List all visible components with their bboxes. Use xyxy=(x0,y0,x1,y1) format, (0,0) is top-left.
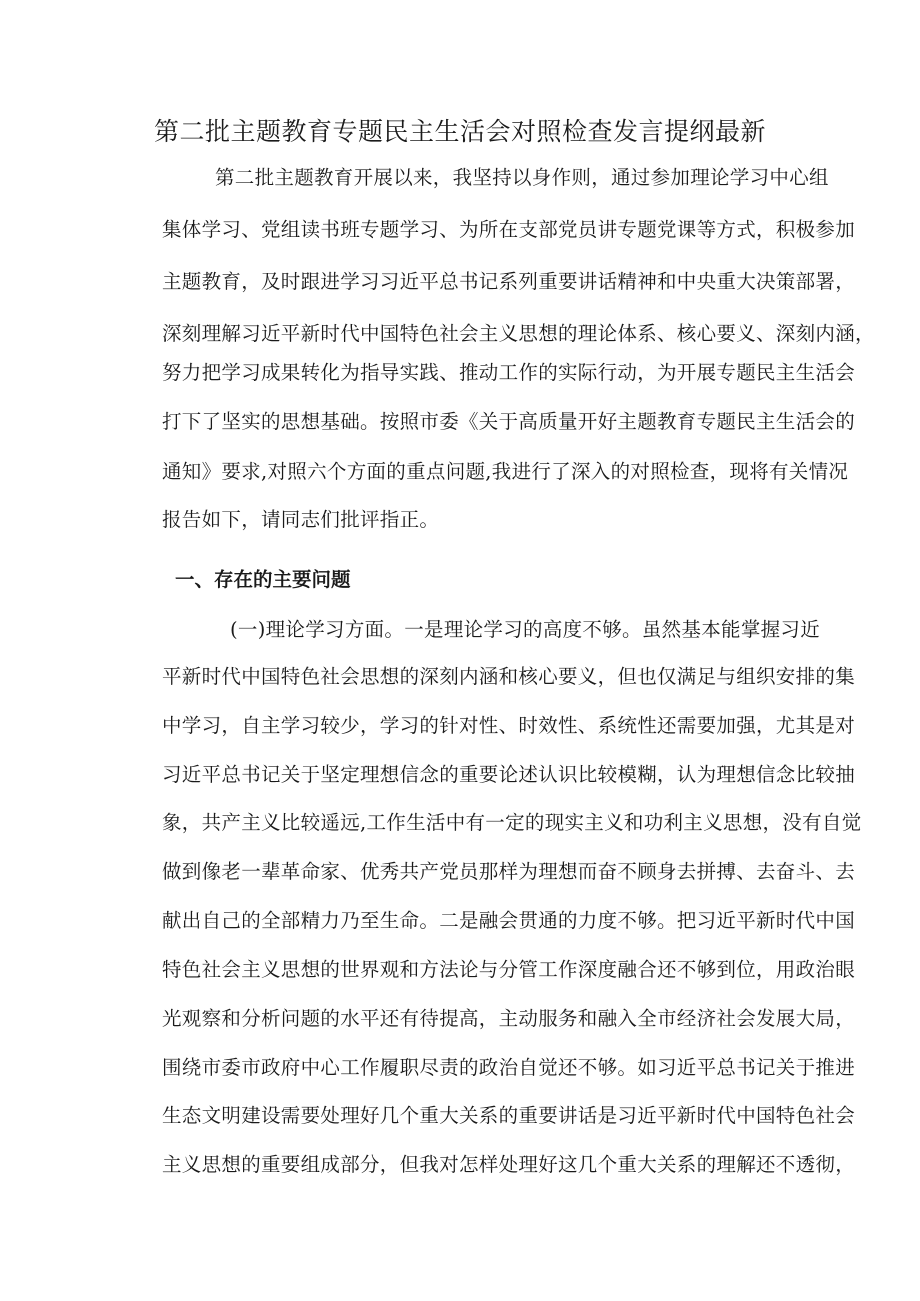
text-line: 特色社会主义思想的世界观和方法论与分管工作深度融合还不够到位，用政治眼 xyxy=(162,958,856,981)
text-line: 报告如下，请同志们批评指正。 xyxy=(162,508,440,531)
text-line: 平新时代中国特色社会思想的深刻内涵和核心要义，但也仅满足与组织安排的集 xyxy=(162,665,856,688)
document-title: 第二批主题教育专题民主生活会对照检查发言提纲最新 xyxy=(153,117,766,146)
text-line: 围绕市委市政府中心工作履职尽责的政治自觉还不够。如习近平总书记关于推进 xyxy=(162,1056,856,1079)
text-line: 深刻理解习近平新时代中国特色社会主义思想的理论体系、核心要义、深刻内涵， xyxy=(162,322,875,345)
text-line: 第二批主题教育开展以来，我坚持以身作则，通过参加理论学习中心组 xyxy=(215,166,829,189)
text-line: 主题教育，及时跟进学习习近平总书记系列重要讲话精神和中央重大决策部署， xyxy=(162,270,856,293)
text-line: 通知》要求,对照六个方面的重点问题,我进行了深入的对照检查，现将有关情况 xyxy=(162,460,849,483)
text-line: 集体学习、党组读书班专题学习、为所在支部党员讲专题党课等方式，积极参加 xyxy=(162,218,856,241)
text-line: 光观察和分析问题的水平还有待提高，主动服务和融入全市经济社会发展大局， xyxy=(162,1007,856,1030)
text-line: 做到像老一辈革命家、优秀共产党员那样为理想而奋不顾身去拼搏、去奋斗、去 xyxy=(162,860,856,883)
section-heading: 一、存在的主要问题 xyxy=(175,568,351,591)
text-line: 主义思想的重要组成部分，但我对怎样处理好这几个重大关系的理解还不透彻， xyxy=(162,1153,856,1176)
text-line: 努力把学习成果转化为指导实践、推动工作的实际行动，为开展专题民主生活会 xyxy=(162,361,856,384)
text-line: 中学习，自主学习较少，学习的针对性、时效性、系统性还需要加强，尤其是对 xyxy=(162,714,856,737)
text-line: (一)理论学习方面。一是理论学习的高度不够。虽然基本能掌握习近 xyxy=(230,618,821,641)
text-line: 生态文明建设需要处理好几个重大关系的重要讲话是习近平新时代中国特色社会 xyxy=(162,1104,856,1127)
text-line: 打下了坚实的思想基础。按照市委《关于高质量开好主题教育专题民主生活会的 xyxy=(162,410,856,433)
text-line: 习近平总书记关于坚定理想信念的重要论述认识比较模糊，认为理想信念比较抽 xyxy=(162,763,856,786)
text-line: 献出自己的全部精力乃至生命。二是融会贯通的力度不够。把习近平新时代中国 xyxy=(162,909,856,932)
text-line: 象，共产主义比较遥远,工作生活中有一定的现实主义和功利主义思想，没有自觉 xyxy=(162,811,862,834)
